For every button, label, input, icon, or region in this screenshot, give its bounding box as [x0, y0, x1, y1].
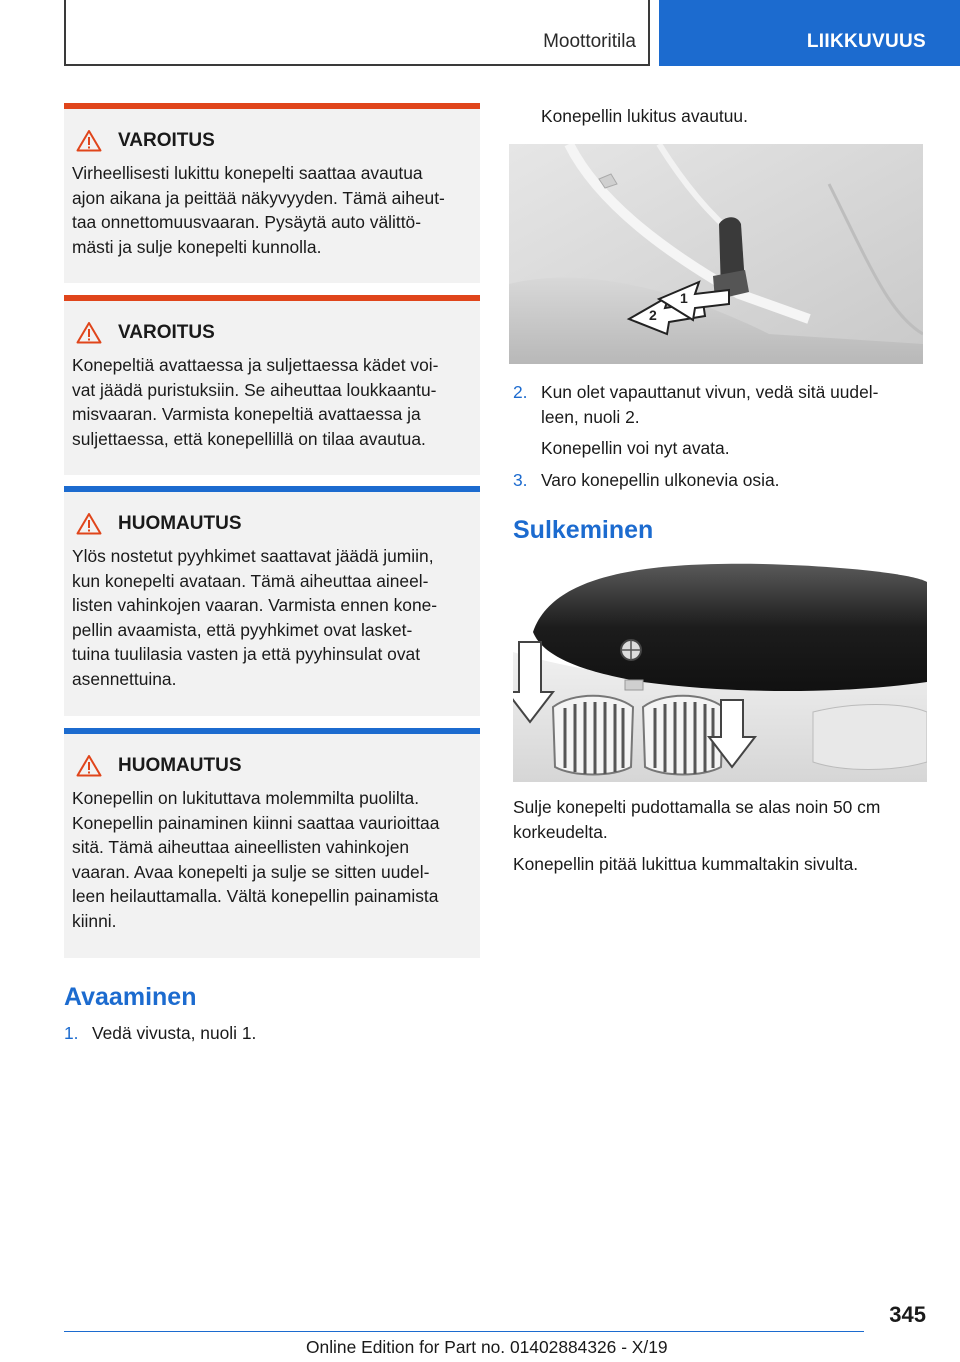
result-text: Konepellin voi nyt avata. [541, 438, 730, 458]
list-item [64, 1021, 480, 1047]
result-text: Konepellin lukitus avautuu. [541, 106, 748, 126]
closing-hood-image [513, 562, 927, 782]
list-item [513, 380, 929, 430]
section-heading-closing: Sulkeminen [513, 516, 654, 544]
step-number: 3. [513, 470, 528, 490]
hood-release-lever-image [509, 144, 923, 364]
warning-text: Virheellisesti lukittu konepelti saattaa avautua ajon aikana ja peittää näkyvyyden. Tämä aiheut- taa onnettomuusvaaran. Pysäytä auto välittö- mästi ja sulje konepelti kunnolla. [72, 163, 445, 257]
step-text: Vedä vivusta, nuoli 1. [92, 1023, 257, 1043]
notice-bar [64, 486, 480, 492]
footer-divider [64, 1331, 864, 1332]
warning-box [64, 295, 480, 475]
notice-text: Ylös nostetut pyyhkimet saattavat jäädä jumiin, kun konepelti avataan. Tämä aiheuttaa aineel- listen vahinkojen vaaran. Varmista ennen kone- pellin avaamista, että pyyhkimet ovat lasket- tuina tuulilasia vasten ja että pyyhinsulat ovat asennettuina. [72, 546, 438, 689]
warning-triangle-icon [76, 321, 102, 344]
arrow-label-1: 1 [680, 290, 688, 306]
warning-triangle-icon [76, 512, 102, 535]
step-text: Varo konepellin ulkonevia osia. [541, 470, 780, 490]
notice-title: HUOMAUTUS [118, 755, 242, 776]
warning-triangle-icon [76, 129, 102, 152]
section-heading-opening: Avaaminen [64, 983, 197, 1011]
notice-title: HUOMAUTUS [118, 513, 242, 534]
chapter-title: LIIKKUVUUS [806, 31, 926, 52]
closing-paragraph: Konepellin pitää lukittua kummaltakin sivulta. [513, 854, 859, 874]
step-number: 1. [64, 1023, 79, 1043]
footer-edition: Online Edition for Part no. 01402884326 - X/19 [306, 1337, 668, 1357]
notice-box [64, 486, 480, 716]
notice-box [64, 728, 480, 958]
arrow-label-2: 2 [649, 307, 657, 323]
warning-title: VAROITUS [118, 322, 215, 343]
header-section-tab [64, 0, 650, 66]
closing-paragraph: Sulje konepelti pudottamalla se alas noin 50 cm korkeudelta. [513, 797, 881, 842]
warning-title: VAROITUS [118, 130, 215, 151]
list-item [513, 468, 929, 494]
warning-text: Konepeltiä avattaessa ja suljettaessa kädet voi- vat jäädä puristuksiin. Se aiheuttaa loukkaantu- misvaaran. Varmista konepeltiä avattaessa ja suljettaessa, että konepellillä on tilaa avautua. [72, 355, 439, 449]
notice-bar [64, 728, 480, 734]
warning-bar [64, 103, 480, 109]
warning-box [64, 103, 480, 283]
section-title: Moottoritila [543, 31, 636, 52]
step-text: Kun olet vapauttanut vivun, vedä sitä uudel- leen, nuoli 2. [541, 382, 879, 427]
warning-bar [64, 295, 480, 301]
notice-text: Konepellin on lukituttava molemmilta puolilta. Konepellin painaminen kiinni saattaa vaurioittaa sitä. Tämä aiheuttaa aineellisten vahinkojen vaaran. Avaa konepelti ja sulje se sitten uudel- leen heilauttamalla. Vältä konepellin painamista kiinni. [72, 788, 440, 931]
page-number: 345 [889, 1302, 926, 1327]
warning-triangle-icon [76, 754, 102, 777]
header-chapter-tab [659, 0, 960, 66]
step-number: 2. [513, 382, 528, 402]
